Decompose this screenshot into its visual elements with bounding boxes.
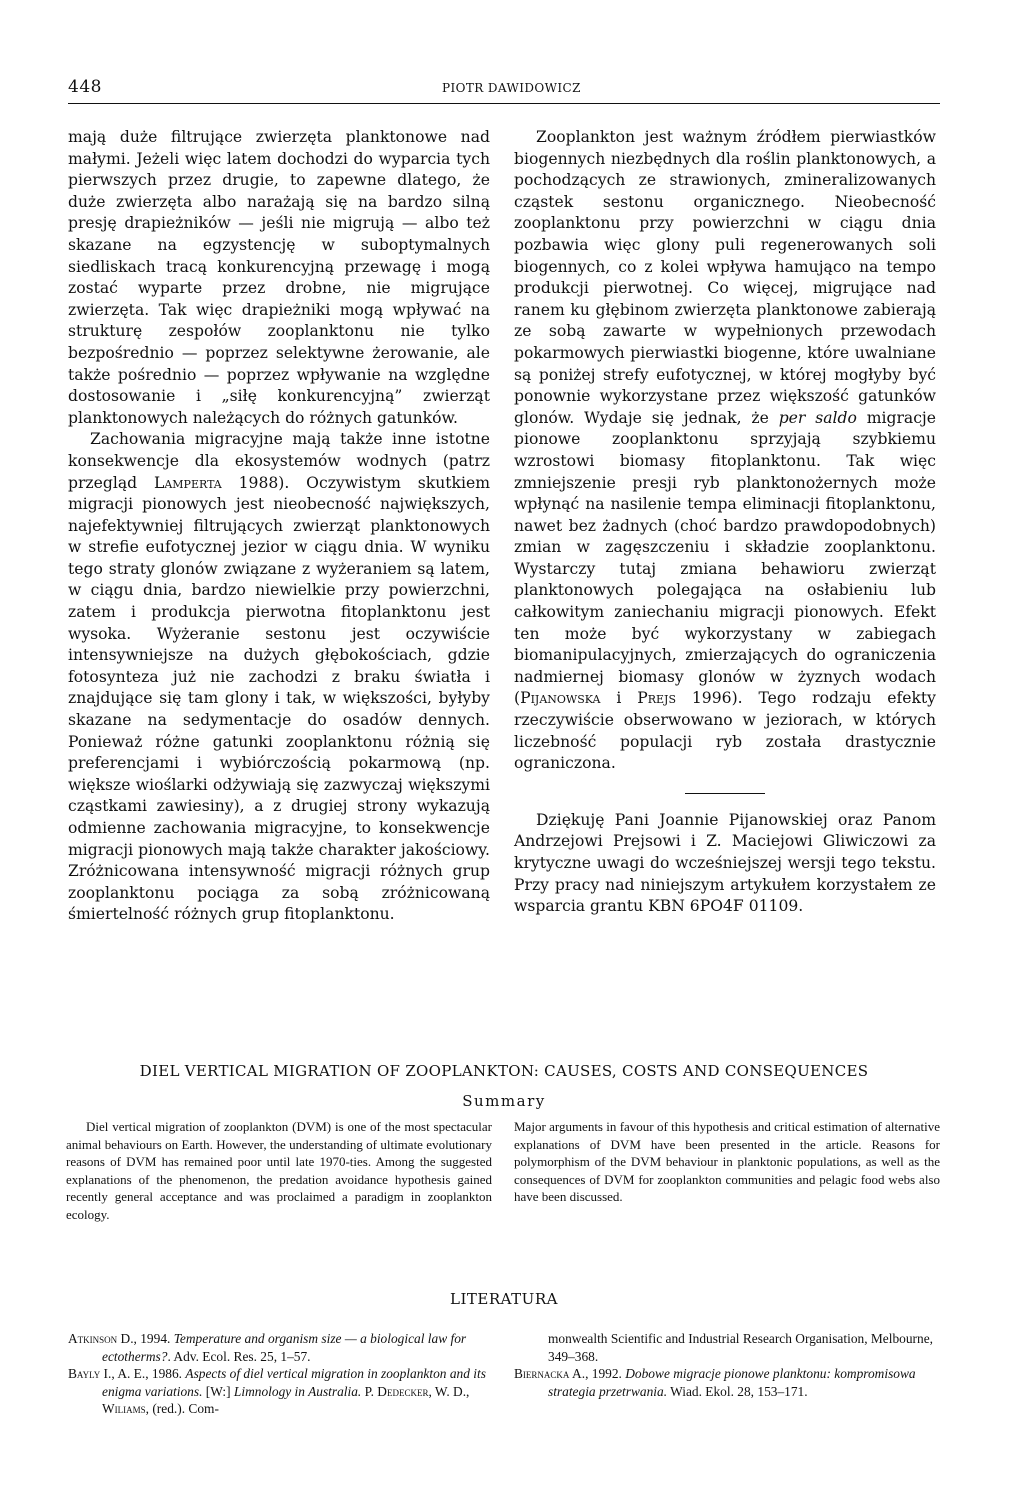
references-column-right [514, 1330, 938, 1400]
reference-biernacka: Biernacka A., 1992. Dobowe migracje pionowe planktonu: kompromisowa strategia przetrwania. Wiad. Ekol. 28, 153–171. [514, 1366, 916, 1399]
reference-atkinson: Atkinson D., 1994. Temperature and organism size — a biological law for ectotherms?. Adv. Ecol. Res. 25, 1–57. [68, 1331, 467, 1364]
summary-subheading: Summary [462, 1092, 546, 1110]
running-head [68, 77, 940, 104]
body-column-left [68, 127, 490, 926]
literature-heading: LITERATURA [450, 1290, 558, 1308]
reference-bayly: Bayly I., A. E., 1986. Aspects of diel vertical migration in zooplankton and its enigma variations. [W:] Limnology in Australia. P. Dedecker, W. D., Wiliams, (red.). Com- [68, 1366, 486, 1416]
paragraph-nutrients: Zooplankton jest ważnym źródłem pierwiastków biogennych niezbędnych dla roślin planktonowych, a pochodzących ze strawionych, zmineralizowanych cząstek sestonu organicznego. Nieobecność zooplanktonu przy powierzchni w ciągu dnia pozbawia więc glony puli regenerowanych soli biogennych, co z kolei wpływa hamująco na tempo produkcji pierwotnej. Co więcej, migrujące nad ranem ku głębinom zwierzęta planktonowe zabierają ze sobą zawarte w wypełnionych przewodach pokarmowych pierwiastki biogenne, które uwalniane są poniżej strefy eufotycznej, w której mogłyby być ponownie wykorzystane przez większość gatunków glonów. Wydaje się jednak, że per saldo migracje pionowe zooplanktonu sprzyjają szybkiemu wzrostowi biomasy fitoplanktonu. Tak więc zmniejszenie presji ryb planktonożernych może wpłynąć na nasilenie tempa eliminacji fitoplanktonu, nawet bez żadnych (choć bardzo prawdopodobnych) zmian w zagęszczeniu i składzie zooplanktonu. Wystarczy tutaj zmiana behawioru zwierząt planktonowych polegająca na osłabieniu lub całkowitym zaniechaniu migracji pionowych. Efekt ten może być wykorzystany w zabiegach biomanipulacyjnych, zmierzających do ograniczenia nadmiernej biomasy glonów w żyznych wodach (Pijanowska i Prejs 1996). Tego rodzaju efekty rzeczywiście obserwowano w jeziorach, w których liczebność populacji ryb została drastycznie ograniczona. [514, 128, 936, 773]
summary-column-right: Major arguments in favour of this hypothesis and critical estimation of alternative explanations of DVM have been presented in the article. Reasons for polymorphism of the DVM behaviour in planktonic populations, as well as the consequences of DVM for zooplankton communities and pelagic food webs also have been discussed. [514, 1119, 940, 1204]
references-column-left [68, 1330, 492, 1418]
summary-heading: DIEL VERTICAL MIGRATION OF ZOOPLANKTON: CAUSES, COSTS AND CONSEQUENCES [139, 1062, 869, 1080]
reference-bayly-continued: monwealth Scientific and Industrial Research Organisation, Melbourne, 349–368. [548, 1331, 934, 1364]
emphasis-per-saldo: per saldo [778, 408, 857, 427]
paragraph-predators: mają duże filtrujące zwierzęta planktonowe nad małymi. Jeżeli więc latem dochodzi do wyparcia tych pierwszych przez drugie, to zapewne dlatego, że duże zwierzęta albo narażają się na bardzo silną presję drapieżników — jeśli nie migrują — albo też skazane na egzystencję w suboptymalnych siedliskach tracą konkurencyjną przewagę i mogą zostać wyparte przez drobne, nie migrujące zwierzęta. Tak więc drapieżniki mogą wpływać na strukturę zespołów zooplanktonu nie tylko bezpośrednio — poprzez selektywne żerowanie, ale także pośrednio — poprzez wpływanie na względne dostosowanie i „siłę konkurencyjną” zwierząt planktonowych należących do różnych gatunków. [68, 128, 490, 427]
body-column-right [514, 127, 936, 918]
citation-lampert: Lamperta [153, 473, 222, 492]
separator-rule [685, 793, 765, 794]
page-number: 448 [68, 77, 102, 97]
paragraph-consequences: Zachowania migracyjne mają także inne istotne konsekwencje dla ekosystemów wodnych (patrz przegląd Lamperta 1988). Oczywistym skutkiem migracji pionowych jest nieobecność największych, najefektywniej filtrujących zwierząt planktonowych w strefie eufotycznej jezior w ciągu dnia. W wyniku tego straty glonów związane z wyżeraniem są latem, w ciągu dnia, bardzo niewielkie przy powierzchni, zatem i produkcja pierwotna fitoplanktonu jest wysoka. Wyżeranie sestonu jest oczywiście intensywniejsze na dużych głębokościach, gdzie fotosynteza już nie zachodzi z braku światła i znajdujące się tam glony i tak, w większości, byłyby skazane na sedymentacje do osadów dennych. Ponieważ różne gatunki zooplanktonu różnią się preferencjami i wybiórczością pokarmową (np. większe wioślarki odżywiają się zazwyczaj większymi cząstkami zawiesiny), a z drugiej strony wykazują odmienne zachowania migracyjne, to konsekwencje migracji pionowych mają także charakter jakościowy. Zróżnicowana intensywność migracji różnych grup zooplanktonu pociąga za sobą zróżnicowaną śmiertelność różnych grup fitoplanktonu. [68, 430, 490, 924]
acknowledgement: Dziękuję Pani Joannie Pijanowskiej oraz Panom Andrzejowi Prejsowi i Z. Maciejowi Gliwiczowi za krytyczne uwagi do wcześniejszej wersji tego tekstu. Przy pracy nad niniejszym artykułem korzystałem ze wsparcia grantu KBN 6PO4F 01109. [514, 810, 936, 916]
citation-pijanowska: Pijanowska [520, 689, 601, 708]
running-head-author: PIOTR DAWIDOWICZ [442, 81, 581, 95]
citation-prejs: Prejs [637, 689, 676, 708]
summary-column-left: Diel vertical migration of zooplankton (DVM) is one of the most spectacular animal behaviours on Earth. However, the understanding of ultimate evolutionary reasons of DVM has remained poor until late 1970-ties. Among the suggested explanations of the phenomenon, the predation avoidance hypothesis gained recently general acceptance and was proclaimed a paradigm in zooplankton ecology. [66, 1119, 492, 1222]
